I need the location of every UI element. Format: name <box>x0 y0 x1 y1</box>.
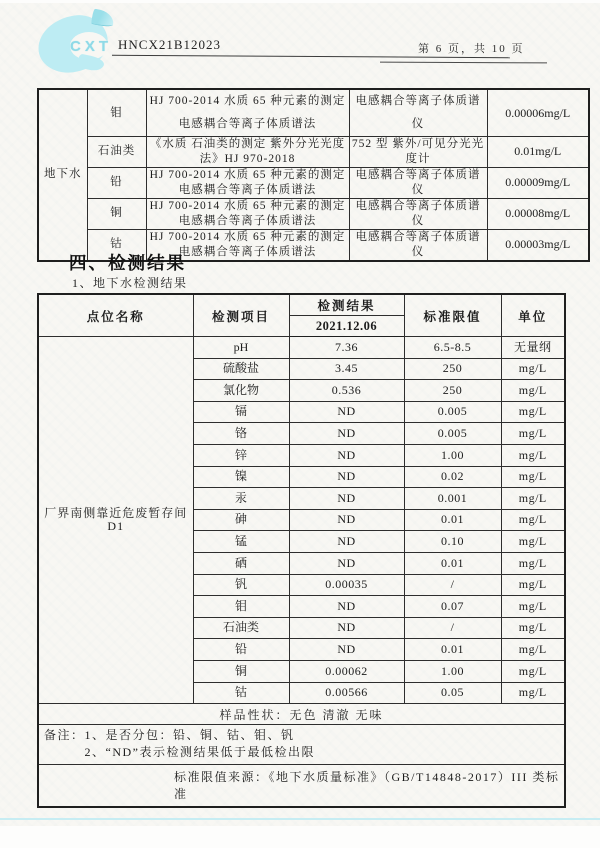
item-cell: 钼 <box>193 596 289 618</box>
unit-cell: mg/L <box>501 423 565 445</box>
item-cell: 铜 <box>193 660 289 682</box>
limit-cell: 0.07 <box>404 596 501 618</box>
result-cell: 0.00566 <box>289 682 404 704</box>
header-sample-date: 2021.12.06 <box>289 316 404 337</box>
result-cell: ND <box>289 444 404 466</box>
method-cell: HJ 700-2014 水质 65 种元素的测定 电感耦合等离子体质谱法 <box>146 229 349 260</box>
method-table-row <box>38 167 589 198</box>
limit-cell: 250 <box>404 358 501 380</box>
limit-cell: / <box>404 574 501 596</box>
result-cell: ND <box>289 552 404 574</box>
unit-cell: mg/L <box>501 509 565 531</box>
item-cell: 镍 <box>193 466 289 488</box>
item-cell: 汞 <box>193 488 289 510</box>
limit-cell: 0.05 <box>404 682 501 704</box>
item-cell: 锰 <box>193 531 289 553</box>
unit-cell: mg/L <box>501 552 565 574</box>
unit-cell: mg/L <box>501 380 565 402</box>
header-site: 点位名称 <box>38 294 193 337</box>
remark-line-2: 2、“ND”表示检测结果低于最低检出限 <box>84 745 316 760</box>
detection-limit-cell: 0.00008mg/L <box>487 198 589 229</box>
limit-cell: 1.00 <box>404 444 501 466</box>
unit-cell: mg/L <box>501 660 565 682</box>
item-cell: 锌 <box>193 444 289 466</box>
instrument-cell: 电感耦合等离子体质谱仪 <box>349 89 487 137</box>
header-item: 检测项目 <box>193 294 289 337</box>
result-cell: ND <box>289 596 404 618</box>
limit-cell: 0.001 <box>404 488 501 510</box>
item-cell: pH <box>193 337 289 359</box>
report-number: HNCX21B12023 <box>118 37 222 52</box>
section-subtitle: 1、地下水检测结果 <box>72 276 188 290</box>
remark-label: 备注： <box>44 728 85 743</box>
item-cell: 镉 <box>193 401 289 423</box>
limit-cell: / <box>404 617 501 639</box>
limit-cell: 250 <box>404 380 501 402</box>
unit-cell: mg/L <box>501 401 565 423</box>
method-cell: HJ 700-2014 水质 65 种元素的测定 电感耦合等离子体质谱法 <box>146 198 349 229</box>
detection-limit-cell: 0.00009mg/L <box>487 167 589 198</box>
limit-cell: 0.01 <box>404 639 501 661</box>
logo-leaf-icon <box>91 9 115 28</box>
method-table-row <box>38 137 589 168</box>
item-cell: 硒 <box>193 552 289 574</box>
instrument-cell: 752 型 紫外/可见分光光度计 <box>349 137 487 168</box>
unit-cell: mg/L <box>501 639 565 661</box>
item-cell: 石油类 <box>193 617 289 639</box>
result-cell: ND <box>289 401 404 423</box>
scan-edge-bottom <box>0 826 600 848</box>
method-table-body <box>38 89 589 261</box>
limit-cell: 0.10 <box>404 531 501 553</box>
section-title: 四、检测结果 <box>69 253 186 273</box>
limit-cell: 0.005 <box>404 423 501 445</box>
unit-cell: mg/L <box>501 466 565 488</box>
limit-cell: 0.01 <box>404 552 501 574</box>
result-cell: ND <box>289 466 404 488</box>
header-result: 检测结果 <box>289 294 404 316</box>
logo-text: CXT <box>70 38 112 55</box>
limit-cell: 0.01 <box>404 509 501 531</box>
unit-cell: mg/L <box>501 531 565 553</box>
method-table-row <box>38 198 589 229</box>
method-cell: 《水质 石油类的测定 紫外分光光度法》HJ 970-2018 <box>146 137 349 168</box>
unit-cell: mg/L <box>501 488 565 510</box>
site-code: D1 <box>107 519 125 534</box>
instrument-cell: 电感耦合等离子体质谱仪 <box>349 229 487 260</box>
unit-cell: mg/L <box>501 444 565 466</box>
param-cell: 石油类 <box>87 137 146 168</box>
remark-row <box>38 725 565 765</box>
limit-cell: 0.02 <box>404 466 501 488</box>
instrument-cell: 电感耦合等离子体质谱仪 <box>349 167 487 198</box>
unit-cell: mg/L <box>501 574 565 596</box>
result-table-header-row <box>38 294 565 316</box>
result-row <box>38 337 565 359</box>
item-cell: 硫酸盐 <box>193 358 289 380</box>
method-table <box>37 88 590 262</box>
item-cell: 砷 <box>193 509 289 531</box>
result-table <box>37 293 566 808</box>
limit-cell: 1.00 <box>404 660 501 682</box>
standard-source-text: 标准限值来源：《地下水质量标准》（GB/T14848-2017）III 类标准 <box>38 765 565 808</box>
instrument-cell: 电感耦合等离子体质谱仪 <box>349 198 487 229</box>
item-cell: 钒 <box>193 574 289 596</box>
unit-cell: mg/L <box>501 596 565 618</box>
lab-logo <box>32 8 124 70</box>
item-cell: 铅 <box>193 639 289 661</box>
result-cell: ND <box>289 488 404 510</box>
unit-cell: 无量纲 <box>501 337 565 359</box>
remark-line-1: 1、是否分包：铅、铜、钴、钼、钒 <box>84 728 295 743</box>
param-cell: 钴 <box>87 229 146 260</box>
result-table-body <box>38 337 565 704</box>
result-cell: 0.00062 <box>289 660 404 682</box>
sample-state-row <box>38 704 565 725</box>
result-cell: ND <box>289 509 404 531</box>
result-cell: 0.536 <box>289 380 404 402</box>
result-cell: ND <box>289 531 404 553</box>
unit-cell: mg/L <box>501 682 565 704</box>
limit-cell: 6.5-8.5 <box>404 337 501 359</box>
category-cell: 地下水 <box>38 89 87 261</box>
header-limit: 标准限值 <box>404 294 501 337</box>
result-cell: ND <box>289 639 404 661</box>
unit-cell: mg/L <box>501 617 565 639</box>
method-cell: HJ 700-2014 水质 65 种元素的测定 电感耦合等离子体质谱法 <box>146 167 349 198</box>
site-name: 厂界南侧靠近危废暂存间 <box>44 505 188 520</box>
unit-cell: mg/L <box>501 358 565 380</box>
page-number-info: 第 6 页，共 10 页 <box>418 43 525 55</box>
result-cell: 0.00035 <box>289 574 404 596</box>
detection-limit-cell: 0.01mg/L <box>487 137 589 168</box>
header-divider-right <box>380 62 547 64</box>
param-cell: 铅 <box>87 167 146 198</box>
result-cell: ND <box>289 423 404 445</box>
site-name-cell <box>38 337 193 704</box>
item-cell: 钴 <box>193 682 289 704</box>
footer-accent-line <box>0 818 600 820</box>
limit-cell: 0.005 <box>404 401 501 423</box>
scan-edge-top <box>0 0 600 3</box>
sample-state-text: 样品性状：无色 清澈 无味 <box>38 704 565 725</box>
result-cell: 3.45 <box>289 358 404 380</box>
item-cell: 氯化物 <box>193 380 289 402</box>
param-cell: 钼 <box>87 89 146 137</box>
header-unit: 单位 <box>501 294 565 337</box>
item-cell: 铬 <box>193 423 289 445</box>
detection-limit-cell: 0.00006mg/L <box>487 89 589 137</box>
detection-limit-cell: 0.00003mg/L <box>487 229 589 260</box>
result-cell: ND <box>289 617 404 639</box>
method-table-row <box>38 89 589 137</box>
method-cell: HJ 700-2014 水质 65 种元素的测定 电感耦合等离子体质谱法 <box>146 89 349 137</box>
standard-source-row <box>38 765 565 808</box>
param-cell: 铜 <box>87 198 146 229</box>
result-cell: 7.36 <box>289 337 404 359</box>
